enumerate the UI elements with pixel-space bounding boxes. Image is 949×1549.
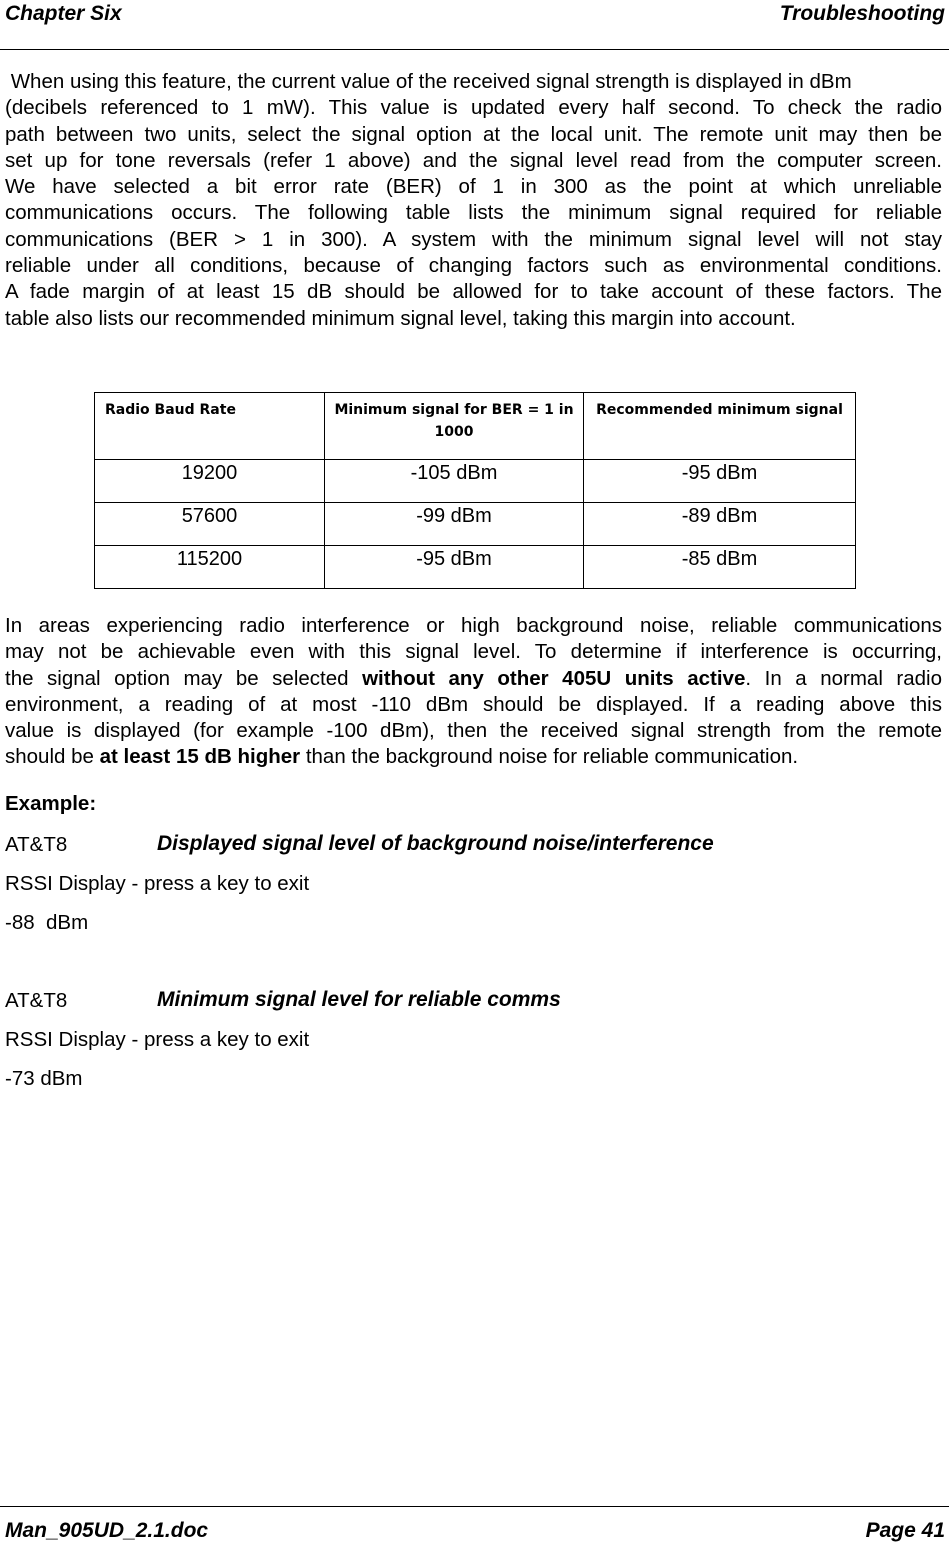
text-line: A fade margin of at least 15 dB should be allowed for to take account of these factors. The [5, 280, 942, 304]
text-span: the signal option may be selected [5, 666, 363, 690]
text-line: In areas experiencing radio interference or high background noise, reliable communications [5, 614, 942, 637]
text-line: table also lists our recommended minimum signal level, taking this margin into account. [5, 306, 796, 330]
text-line: environment, a reading of at most -110 dBm should be displayed. If a reading above this [5, 692, 942, 716]
header-baud-rate: Radio Baud Rate [95, 393, 325, 460]
text-line: (decibels referenced to 1 mW). This value is updated every half second. To check the radio [5, 96, 942, 120]
cell-min-signal: -99 dBm [325, 503, 584, 546]
footer-divider [0, 1506, 949, 1507]
table-row [95, 503, 856, 546]
chapter-title: Chapter Six [5, 2, 122, 25]
text-line: value is displayed (for example -100 dBm), then the received signal strength from the remote [5, 719, 942, 743]
cell-baud-rate: 115200 [95, 546, 325, 589]
interference-paragraph [5, 613, 942, 771]
example-command: AT&T8 [5, 833, 68, 856]
page-number: Page 41 [865, 1519, 945, 1542]
table-row [95, 460, 856, 503]
text-line: set up for tone reversals (refer 1 above) and the signal level read from the computer screen. [5, 148, 942, 172]
signal-level-table [94, 392, 856, 589]
example-reading: -73 dBm [5, 1067, 83, 1090]
example-display-text: RSSI Display - press a key to exit [5, 1028, 310, 1051]
cell-min-signal: -95 dBm [325, 546, 584, 589]
cell-baud-rate: 19200 [95, 460, 325, 503]
text-line: communications occurs. The following table lists the minimum signal required for reliable [5, 201, 942, 225]
emphasis-text: at least 15 dB higher [99, 745, 301, 769]
example-heading: Example: [5, 792, 97, 815]
example-description: Displayed signal level of background noise/interference [157, 832, 714, 855]
example-description: Minimum signal level for reliable comms [157, 988, 561, 1011]
example-reading: -88 dBm [5, 911, 89, 934]
text-span: . In a normal radio [745, 666, 943, 690]
cell-baud-rate: 57600 [95, 503, 325, 546]
cell-recommended-signal: -89 dBm [584, 503, 856, 546]
header-divider [0, 49, 949, 50]
text-line: may not be achievable even with this signal level. To determine if interference is occurring, [5, 640, 942, 664]
text-line: reliable under all conditions, because of changing factors such as environmental conditions. [5, 254, 942, 278]
header-recommended-signal: Recommended minimum signal [584, 393, 856, 460]
text-line [5, 744, 942, 770]
cell-min-signal: -105 dBm [325, 460, 584, 503]
example-command: AT&T8 [5, 989, 68, 1012]
table-header-row [95, 393, 856, 460]
emphasis-text: without any other 405U units active [362, 666, 746, 690]
header-min-signal: Minimum signal for BER = 1 in 1000 [325, 393, 584, 460]
text-line: When using this feature, the current value of the received signal strength is displayed in dBm [5, 70, 852, 93]
document-filename: Man_905UD_2.1.doc [5, 1519, 209, 1542]
text-line: communications (BER > 1 in 300). A system with the minimum signal level will not stay [5, 227, 942, 251]
text-span: should be [5, 745, 100, 769]
cell-recommended-signal: -95 dBm [584, 460, 856, 503]
text-line: We have selected a bit error rate (BER) of 1 in 300 as the point at which unreliable [5, 175, 942, 199]
cell-recommended-signal: -85 dBm [584, 546, 856, 589]
table-row [95, 546, 856, 589]
text-line [5, 666, 942, 692]
intro-paragraph [5, 69, 942, 332]
text-span: than the background noise for reliable communication. [300, 745, 799, 769]
section-title: Troubleshooting [779, 2, 945, 25]
example-display-text: RSSI Display - press a key to exit [5, 872, 310, 895]
text-line: path between two units, select the signal option at the local unit. The remote unit may then be [5, 122, 942, 146]
